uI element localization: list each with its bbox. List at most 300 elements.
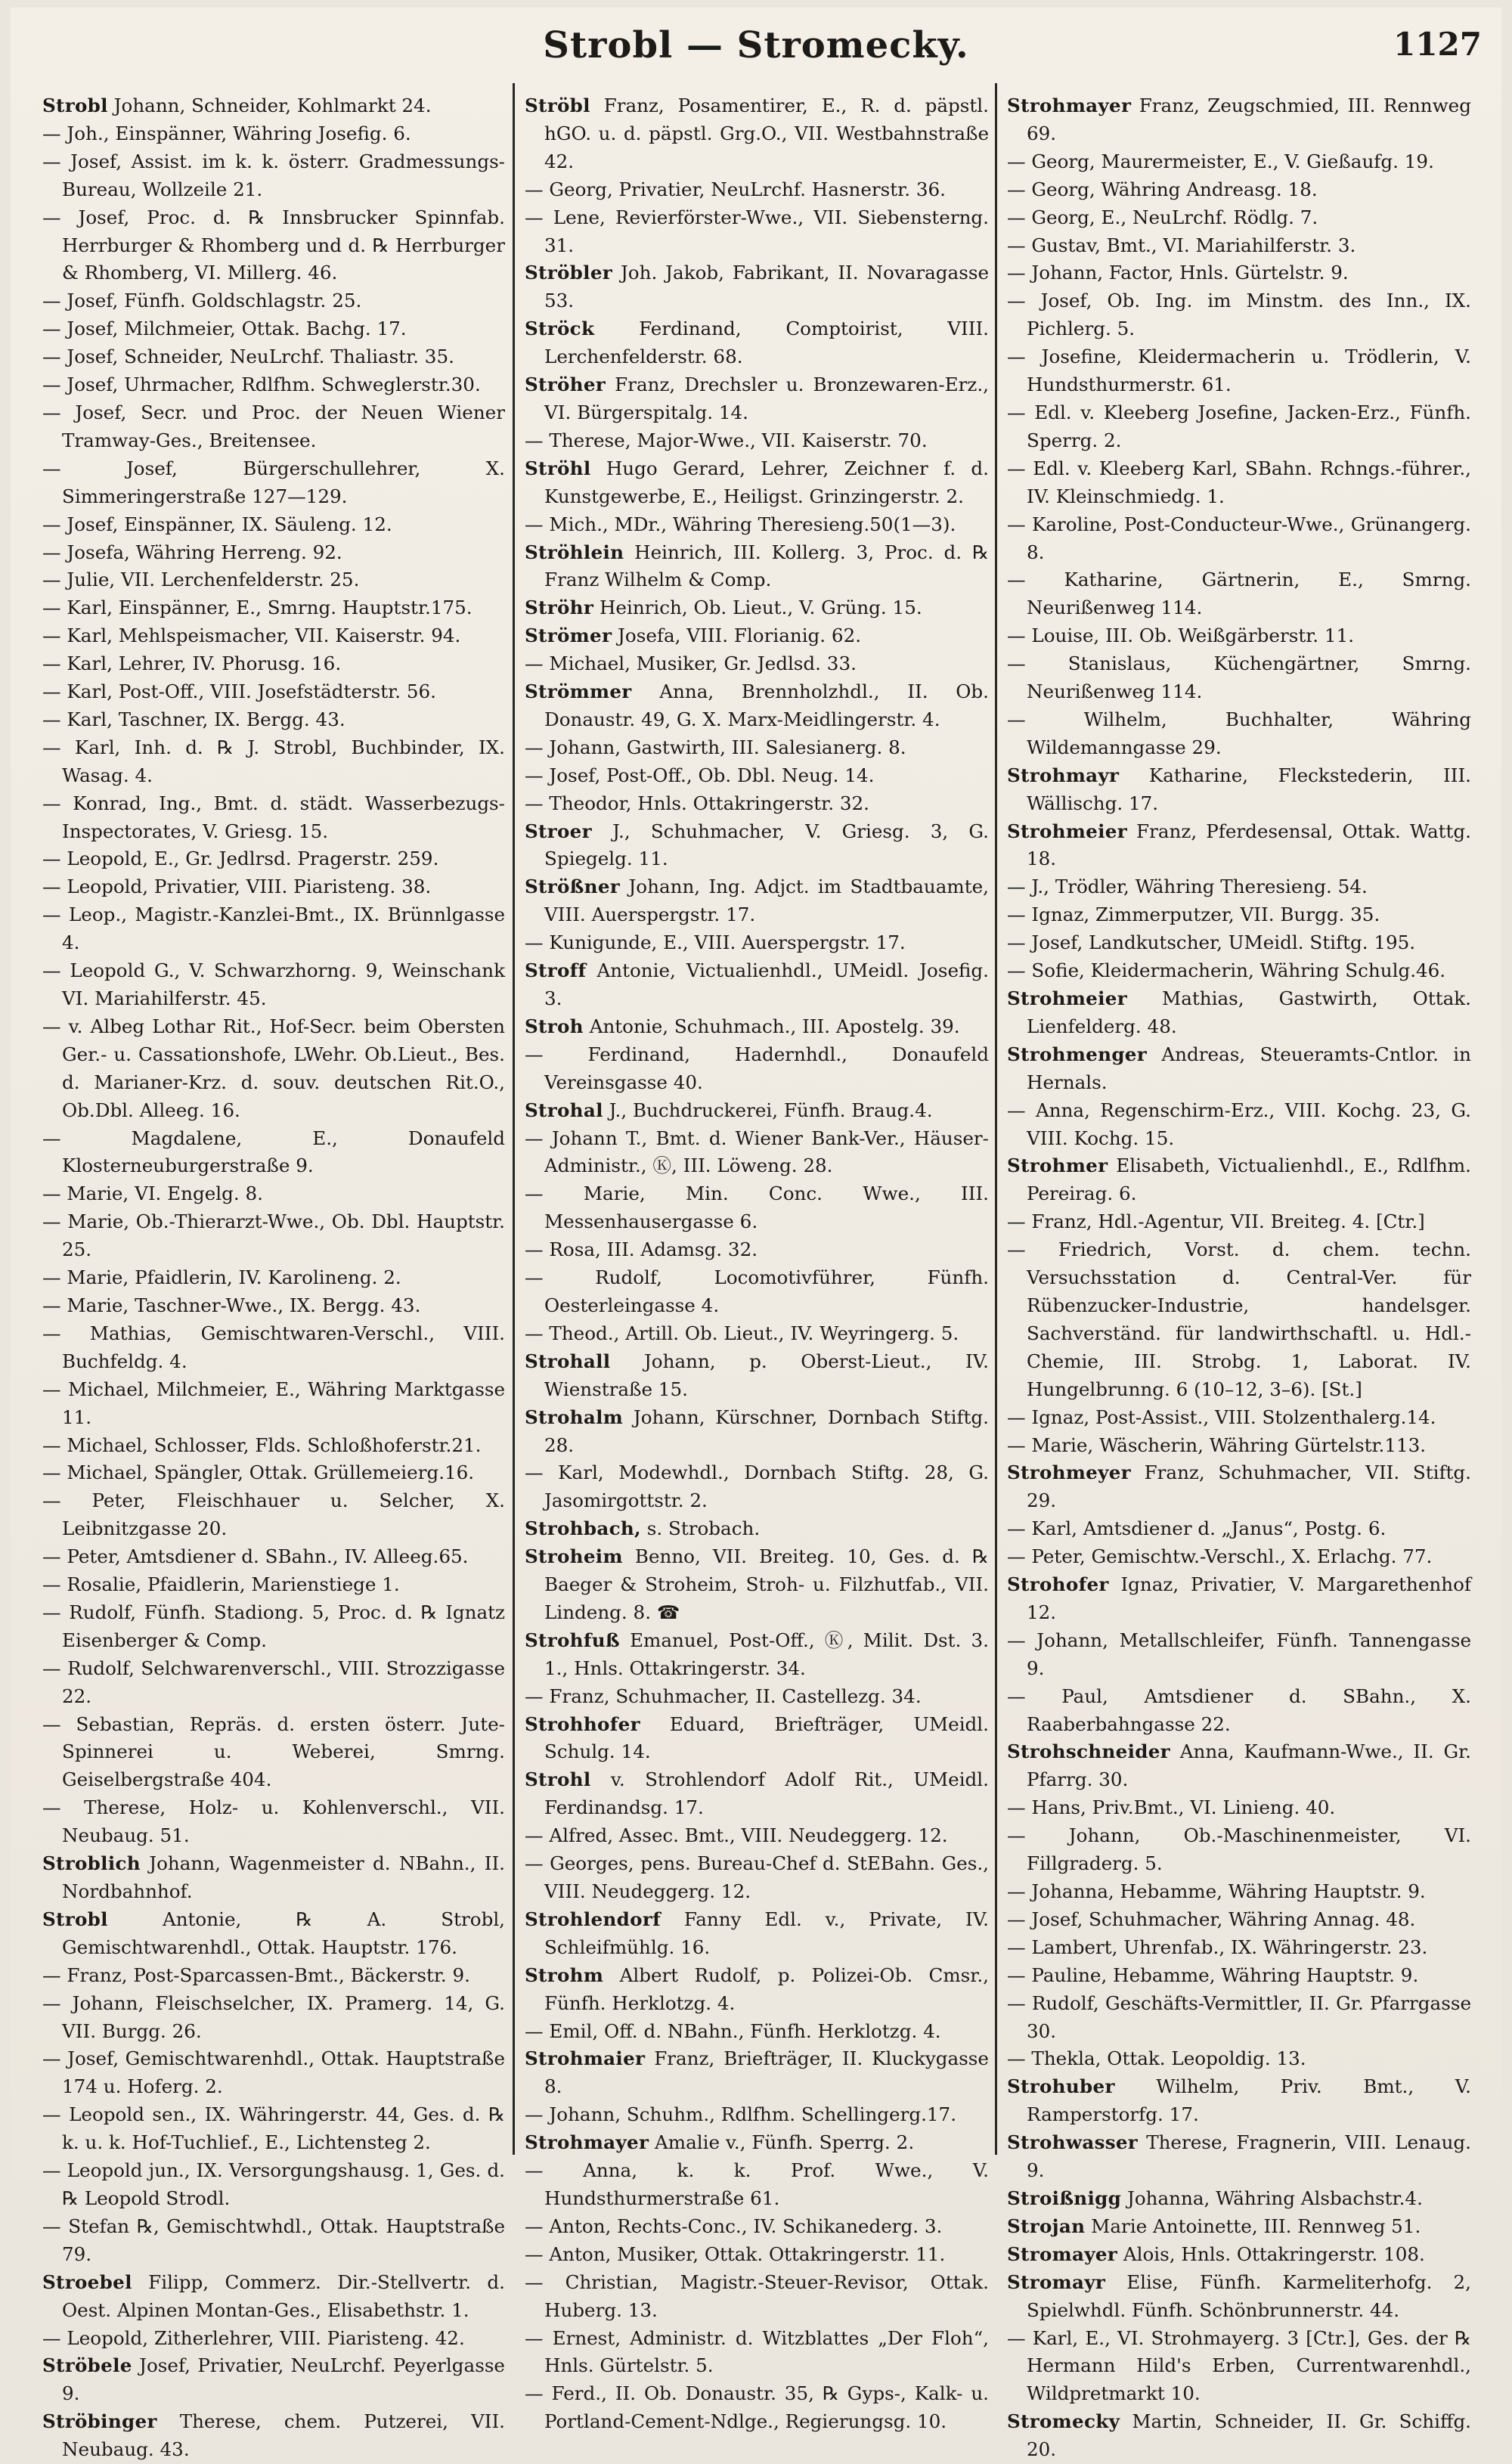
directory-entry — [1007, 650, 1471, 706]
entry-details: — Therese, Major-Wwe., VII. Kaiserstr. 70. — [525, 429, 928, 451]
column-2 — [525, 92, 989, 2433]
entry-details: — Julie, VII. Lerchenfelderstr. 25. — [42, 569, 360, 591]
entry-details: — Leopold G., V. Schwarzhorng. 9, Weinschank VI. Mariahilferstr. 45. — [42, 959, 505, 1009]
directory-entry — [42, 204, 505, 288]
directory-entry — [525, 204, 989, 260]
column-divider — [995, 83, 997, 2155]
directory-entry — [42, 1125, 505, 1181]
entry-details: — Georg, Privatier, NeuLrchf. Hasnerstr. 36. — [525, 178, 946, 200]
entry-surname: Strohhofer — [525, 1712, 640, 1735]
entry-surname: Strohmayer — [1007, 95, 1132, 116]
entry-details: — Sofie, Kleidermacherin, Währing Schulg.46. — [1007, 959, 1446, 982]
entry-details: — Alfred, Assec. Bmt., VIII. Neudeggerg. 12. — [525, 1824, 948, 1847]
entry-details: — Wilhelm, Buchhalter, Währing Wildemanngasse 29. — [1007, 708, 1471, 758]
directory-entry — [1007, 1990, 1471, 2046]
entry-surname: Strohuber — [1007, 2075, 1115, 2098]
directory-entry — [1007, 1236, 1471, 1403]
directory-entry — [525, 315, 989, 371]
directory-entry — [1007, 1041, 1471, 1097]
directory-entry — [42, 2157, 505, 2213]
directory-entry — [525, 1404, 989, 1460]
entry-surname: Stromecky — [1007, 2410, 1120, 2433]
directory-entry — [1007, 1683, 1471, 1739]
entry-details: Franz, Pferdesensal, Ottak. Wattg. 18. — [1027, 820, 1471, 870]
directory-entry — [1007, 2269, 1471, 2325]
entry-details: — Stanislaus, Küchengärtner, Smrng. Neurißenweg 114. — [1007, 652, 1471, 703]
entry-details: — Mich., MDr., Währing Theresieng.50(1—3). — [525, 513, 956, 535]
directory-entry — [42, 706, 505, 734]
directory-entry — [42, 511, 505, 539]
entry-details: — Karl, Modewhdl., Dornbach Stiftg. 28, G. Jasomirgottstr. 2. — [525, 1461, 989, 1512]
entry-surname: Stroblich — [42, 1852, 141, 1875]
entry-surname: Ströhr — [525, 597, 594, 619]
entry-surname: Strohmeier — [1007, 820, 1127, 842]
directory-entry — [1007, 2185, 1471, 2213]
directory-entry — [42, 1571, 505, 1599]
directory-entry — [525, 622, 989, 650]
entry-details: — Josef, Bürgerschullehrer, X. Simmeringerstraße 127—129. — [42, 457, 505, 507]
entry-surname: Strobl — [42, 1908, 108, 1930]
entry-details: — Magdalene, E., Donaufeld Klosterneuburgerstraße 9. — [42, 1127, 505, 1177]
entry-details: — Josef, Schuhmacher, Währing Annag. 48. — [1007, 1908, 1416, 1930]
directory-entry — [42, 2045, 505, 2101]
entry-surname: Strohm — [525, 1963, 604, 1986]
directory-entry — [1007, 343, 1471, 399]
entry-surname: Strohfuß — [525, 1629, 620, 1651]
directory-entry — [525, 1125, 989, 1181]
column-divider — [513, 83, 515, 2155]
entry-details: Mathias, Gastwirth, Ottak. Lienfelderg. 48. — [1027, 987, 1471, 1037]
entry-details: — Joh., Einspänner, Währing Josefig. 6. — [42, 122, 411, 144]
directory-entry — [42, 2408, 505, 2464]
directory-entry — [1007, 622, 1471, 650]
entry-details: — Marie, Ob.-Thierarzt-Wwe., Ob. Dbl. Hauptstr. 25. — [42, 1210, 505, 1261]
directory-entry — [1007, 1962, 1471, 1990]
entry-details: — Josef, Einspänner, IX. Säuleng. 12. — [42, 513, 392, 535]
directory-entry — [42, 845, 505, 873]
directory-entry — [42, 455, 505, 511]
entry-details: Franz, Zeugschmied, III. Rennweg 69. — [1027, 95, 1471, 144]
entry-details: — Josef, Secr. und Proc. der Neuen Wiener Tramway-Ges., Breitensee. — [42, 401, 505, 451]
directory-entry — [525, 1683, 989, 1711]
entry-surname: Strohschneider — [1007, 1740, 1170, 1763]
directory-entry — [525, 1543, 989, 1627]
directory-entry — [1007, 1097, 1471, 1153]
entry-details: — Johann, Gastwirth, III. Salesianerg. 8. — [525, 736, 906, 758]
entry-details: — Johann, Factor, Hnls. Gürtelstr. 9. — [1007, 262, 1349, 284]
entry-details: Joh. Jakob, Fabrikant, II. Novaragasse 53. — [544, 262, 989, 312]
directory-entry — [42, 371, 505, 399]
directory-entry — [525, 1236, 989, 1264]
entry-details: — Sebastian, Repräs. d. ersten österr. Jute-Spinnerei u. Weberei, Smrng. Geiselbergstraße 404. — [42, 1712, 505, 1791]
directory-entry — [1007, 2129, 1471, 2185]
directory-entry — [42, 1432, 505, 1460]
entry-details: — Josef, Uhrmacher, Rdlfhm. Schweglerstr.30. — [42, 373, 481, 396]
entry-details: — Ferd., II. Ob. Donaustr. 35, ℞ Gyps-, Kalk- u. Portland-Cement-Ndlge., Regierungsg. 10. — [525, 2382, 989, 2433]
directory-entry — [1007, 818, 1471, 874]
directory-entry — [42, 1962, 505, 1990]
directory-entry — [525, 1459, 989, 1515]
entry-details: — Therese, Holz- u. Kohlenverschl., VII. Neubaug. 51. — [42, 1796, 505, 1847]
entry-details: — Michael, Milchmeier, E., Währing Marktgasse 11. — [42, 1378, 505, 1428]
entry-details: Heinrich, Ob. Lieut., V. Grüng. 15. — [599, 597, 922, 619]
entry-details: — Franz, Schuhmacher, II. Castellezg. 34. — [525, 1685, 922, 1707]
directory-entry — [525, 2157, 989, 2213]
directory-entry — [525, 1766, 989, 1822]
directory-entry — [525, 2325, 989, 2381]
entry-details: — Stefan ℞, Gemischtwhdl., Ottak. Hauptstraße 79. — [42, 2215, 505, 2265]
directory-entry — [42, 148, 505, 204]
directory-entry — [1007, 2325, 1471, 2409]
directory-entry — [525, 2101, 989, 2129]
directory-entry — [42, 1711, 505, 1795]
entry-details: Elise, Fünfh. Karmeliterhofg. 2, Spielwhdl. Fünfh. Schönbrunnerstr. 44. — [1027, 2270, 1471, 2321]
entry-details: — Johanna, Hebamme, Währing Hauptstr. 9. — [1007, 1880, 1426, 1902]
entry-details: — Rosalie, Pfaidlerin, Marienstiege 1. — [42, 1573, 400, 1596]
directory-entry — [525, 818, 989, 874]
entry-surname: Stromayr — [1007, 2270, 1106, 2293]
entry-details: — Marie, Pfaidlerin, IV. Karolineng. 2. — [42, 1266, 401, 1289]
entry-surname: Ströbinger — [42, 2410, 157, 2433]
entry-details: — Lene, Revierförster-Wwe., VII. Siebensterng. 31. — [525, 206, 989, 256]
entry-details: — Josef, Gemischtwarenhdl., Ottak. Hauptstraße 174 u. Hoferg. 2. — [42, 2047, 505, 2098]
directory-entry — [42, 650, 505, 678]
directory-entry — [525, 1180, 989, 1236]
directory-entry — [1007, 1404, 1471, 1432]
directory-entry — [42, 539, 505, 567]
directory-entry — [42, 873, 505, 901]
entry-surname: Strohmayer — [525, 2131, 649, 2154]
directory-entry — [42, 287, 505, 315]
entry-details: — Josefa, Währing Herreng. 92. — [42, 541, 342, 563]
entry-details: — Johann, Metallschleifer, Fünfh. Tannengasse 9. — [1007, 1629, 1471, 1679]
directory-entry — [1007, 873, 1471, 901]
directory-entry — [525, 594, 989, 622]
directory-entry — [525, 1711, 989, 1767]
entry-details: — Josef, Assist. im k. k. österr. Gradmessungs-Bureau, Wollzeile 21. — [42, 150, 505, 200]
entry-surname: Stroheim — [525, 1545, 623, 1568]
entry-details: — Georges, pens. Bureau-Chef d. StEBahn. Ges., VIII. Neudeggerg. 12. — [525, 1852, 989, 1902]
directory-entry — [1007, 2241, 1471, 2269]
directory-entry — [42, 594, 505, 622]
entry-details: — Josef, Ob. Ing. im Minstm. des Inn., IX. Pichlerg. 5. — [1007, 290, 1471, 340]
entry-details: Josef, Privatier, NeuLrchf. Peyerlgasse 9. — [62, 2354, 505, 2405]
directory-entry — [525, 2380, 989, 2436]
entry-surname: Ströher — [525, 373, 606, 396]
directory-entry — [1007, 1515, 1471, 1543]
entry-details: — Hans, Priv.Bmt., VI. Linieng. 40. — [1007, 1796, 1336, 1819]
entry-details: Antonie, Victualienhdl., UMeidl. Josefig. 3. — [544, 959, 989, 1009]
entry-details: Johann, Schneider, Kohlmarkt 24. — [113, 95, 432, 116]
directory-entry — [42, 1794, 505, 1850]
directory-entry — [42, 1292, 505, 1320]
entry-details: Antonie, ℞ A. Strobl, Gemischtwarenhdl., Ottak. Hauptstr. 176. — [62, 1908, 505, 1958]
directory-entry — [1007, 287, 1471, 343]
entry-details: — v. Albeg Lothar Rit., Hof-Secr. beim Obersten Ger.- u. Cassationshofe, LWehr. Ob.Lieut., Bes. d. Marianer-Krz. d. souv. deutschen Rit.O., Ob.Dbl. Alleeg. 16. — [42, 1015, 505, 1121]
directory-entry — [42, 901, 505, 957]
directory-entry — [525, 1962, 989, 2018]
entry-details: Fanny Edl. v., Private, IV. Schleifmühlg. 16. — [544, 1908, 989, 1958]
directory-entry — [42, 1320, 505, 1376]
entry-surname: Strohwasser — [1007, 2131, 1139, 2154]
directory-entry — [525, 678, 989, 734]
page-title: Strobl — Stromecky. — [543, 24, 969, 67]
entry-details: — Rosa, III. Adamsg. 32. — [525, 1238, 758, 1261]
directory-entry — [525, 1041, 989, 1097]
entry-details: — Karl, Amtsdiener d. „Janus“, Postg. 6. — [1007, 1517, 1387, 1540]
entry-details: — Michael, Musiker, Gr. Jedlsd. 33. — [525, 652, 857, 675]
entry-details: — Friedrich, Vorst. d. chem. techn. Versuchsstation d. Central-Ver. für Rübenzucker-Industrie, handelsger. Sachverständ. für landwirthschaftl. u. Hdl.-Chemie, III. Strobg. 1, Laborat. IV. Hungelbrunng. 6 (10–12, 3–6). [St.] — [1007, 1238, 1471, 1400]
directory-entry — [1007, 985, 1471, 1041]
directory-entry — [42, 399, 505, 455]
directory-entry — [42, 1376, 505, 1432]
entry-surname: Strohl — [525, 1768, 591, 1791]
entry-details: — Karl, Taschner, IX. Bergg. 43. — [42, 708, 345, 730]
directory-entry — [525, 1822, 989, 1850]
entry-details: — J., Trödler, Währing Theresieng. 54. — [1007, 876, 1368, 898]
entry-details: Elisabeth, Victualienhdl., E., Rdlfhm. Pereirag. 6. — [1027, 1155, 1471, 1205]
directory-entry — [1007, 232, 1471, 260]
directory-entry — [525, 176, 989, 204]
entry-details: Emanuel, Post-Off., Ⓚ, Milit. Dst. 3. 1., Hnls. Ottakringerstr. 34. — [544, 1629, 989, 1679]
directory-entry — [42, 1180, 505, 1208]
directory-entry — [1007, 2045, 1471, 2073]
entry-surname: Stroer — [525, 820, 592, 842]
entry-details: — Johann, Schuhm., Rdlfhm. Schellingerg.17. — [525, 2103, 957, 2126]
entry-details: — Karl, Inh. d. ℞ J. Strobl, Buchbinder, IX. Wasag. 4. — [42, 736, 505, 786]
directory-entry — [42, 92, 505, 120]
directory-entry — [1007, 901, 1471, 929]
directory-entry — [525, 1264, 989, 1320]
directory-entry — [42, 2101, 505, 2157]
entry-details: — Ignaz, Post-Assist., VIII. Stolzenthalerg.14. — [1007, 1406, 1436, 1428]
entry-details: — Franz, Hdl.-Agentur, VII. Breiteg. 4. [Ctr.] — [1007, 1210, 1425, 1233]
entry-details: — Kunigunde, E., VIII. Auerspergstr. 17. — [525, 931, 906, 954]
entry-details: — Josef, Post-Off., Ob. Dbl. Neug. 14. — [525, 764, 875, 786]
entry-details: — Georg, E., NeuLrchf. Rödlg. 7. — [1007, 206, 1318, 228]
entry-details: — Leopold, Privatier, VIII. Piaristeng. 38. — [42, 876, 432, 898]
directory-entry — [525, 1906, 989, 1962]
directory-entry — [525, 734, 989, 762]
entry-details: — Konrad, Ing., Bmt. d. städt. Wasserbezugs-Inspectorates, V. Griesg. 15. — [42, 792, 505, 842]
entry-details: s. Strobach. — [646, 1517, 761, 1540]
entry-details: — Paul, Amtsdiener d. SBahn., X. Raaberbahngasse 22. — [1007, 1685, 1471, 1735]
entry-details: — Peter, Fleischhauer u. Selcher, X. Leibnitzgasse 20. — [42, 1489, 505, 1540]
directory-entry — [42, 1264, 505, 1292]
entry-details: — Rudolf, Selchwarenverschl., VIII. Strozzigasse 22. — [42, 1657, 505, 1707]
entry-surname: Ströhl — [525, 457, 591, 479]
entry-details: Albert Rudolf, p. Polizei-Ob. Cmsr., Fünfh. Herklotzg. 4. — [544, 1963, 989, 2014]
entry-details: — Ernest, Administr. d. Witzblattes „Der Floh“, Hnls. Gürtelstr. 5. — [525, 2326, 989, 2377]
entry-details: Alois, Hnls. Ottakringerstr. 108. — [1123, 2242, 1425, 2265]
entry-details: Ignaz, Privatier, V. Margarethenhof 12. — [1027, 1573, 1471, 1623]
entry-surname: Strößner — [525, 876, 621, 898]
directory-entry — [42, 566, 505, 594]
entry-details: — Josef, Proc. d. ℞ Innsbrucker Spinnfab. Herrburger & Rhomberg und d. ℞ Herrburger & Rhomberg, VI. Millerg. 46. — [42, 206, 505, 284]
entry-details: — Leopold sen., IX. Währingerstr. 44, Ges. d. ℞ k. u. k. Hof-Tuchlief., E., Lichtensteg 2. — [42, 2103, 505, 2154]
entry-details: Franz, Posamentirer, E., R. d. päpstl. hGO. u. d. päpstl. Grg.O., VII. Westbahnstraße 42. — [544, 95, 989, 172]
entry-details: — Leopold, E., Gr. Jedlrsd. Pragerstr. 259. — [42, 848, 439, 870]
entry-details: Amalie v., Fünfh. Sperrg. 2. — [655, 2131, 915, 2154]
entry-surname: Strohmayr — [1007, 764, 1120, 786]
directory-entry — [1007, 92, 1471, 148]
entry-details: — Marie, Min. Conc. Wwe., III. Messenhausergasse 6. — [525, 1182, 989, 1233]
directory-entry — [42, 1487, 505, 1543]
directory-entry — [1007, 762, 1471, 818]
directory-entry — [1007, 566, 1471, 622]
entry-details: — Franz, Post-Sparcassen-Bmt., Bäckerstr. 9. — [42, 1963, 471, 1986]
directory-entry — [42, 1906, 505, 1962]
entry-details: v. Strohlendorf Adolf Rit., UMeidl. Ferdinandsg. 17. — [544, 1768, 989, 1819]
entry-surname: Strohmeier — [1007, 987, 1127, 1009]
entry-details: — Karl, E., VI. Strohmayerg. 3 [Ctr.], Ges. der ℞ Hermann Hild's Erben, Currentwarenhdl., Wildpretmarkt 10. — [1007, 2326, 1471, 2405]
directory-entry — [525, 511, 989, 539]
entry-surname: Ströck — [525, 318, 595, 340]
entry-details: J., Buchdruckerei, Fünfh. Braug.4. — [609, 1099, 933, 1121]
entry-details: — Gustav, Bmt., VI. Mariahilferstr. 3. — [1007, 234, 1356, 256]
entry-details: Heinrich, III. Kollerg. 3, Proc. d. ℞ Franz Wilhelm & Comp. — [544, 541, 989, 591]
directory-entry — [525, 259, 989, 315]
entry-details: — Anna, Regenschirm-Erz., VIII. Kochg. 23, G. VIII. Kochg. 15. — [1007, 1099, 1471, 1149]
page-header — [11, 21, 1501, 74]
directory-entry — [1007, 1208, 1471, 1236]
directory-entry — [42, 1599, 505, 1655]
directory-entry — [1007, 455, 1471, 511]
entry-surname: Strömer — [525, 625, 612, 647]
directory-entry — [525, 650, 989, 678]
directory-entry — [525, 1097, 989, 1125]
directory-entry — [525, 873, 989, 929]
entry-surname: Stroh — [525, 1015, 584, 1037]
directory-entry — [42, 1013, 505, 1125]
directory-entry — [1007, 176, 1471, 204]
directory-entry — [42, 1208, 505, 1264]
directory-entry — [42, 678, 505, 706]
directory-entry — [525, 2129, 989, 2157]
entry-details: — Marie, Taschner-Wwe., IX. Bergg. 43. — [42, 1294, 421, 1316]
entry-details: — Karl, Einspänner, E., Smrng. Hauptstr.175. — [42, 597, 472, 619]
entry-details: — Rudolf, Locomotivführer, Fünfh. Oesterleingasse 4. — [525, 1266, 989, 1316]
entry-surname: Strohalm — [525, 1406, 624, 1428]
directory-entry — [1007, 929, 1471, 957]
entry-details: Ferdinand, Comptoirist, VIII. Lerchenfelderstr. 68. — [544, 318, 989, 368]
entry-details: — Mathias, Gemischtwaren-Verschl., VIII. Buchfeldg. 4. — [42, 1322, 505, 1372]
entry-details: Marie Antoinette, III. Rennweg 51. — [1091, 2215, 1421, 2237]
entry-details: Therese, chem. Putzerei, VII. Neubaug. 43. — [62, 2410, 505, 2461]
entry-details: Franz, Briefträger, II. Kluckygasse 8. — [544, 2047, 989, 2098]
directory-entry — [42, 343, 505, 371]
entry-details: — Josefine, Kleidermacherin u. Trödlerin, V. Hundsthurmerstr. 61. — [1007, 346, 1471, 396]
directory-entry — [42, 734, 505, 790]
entry-surname: Strojan — [1007, 2215, 1086, 2237]
directory-page — [11, 8, 1501, 2461]
entry-details: Antonie, Schuhmach., III. Apostelg. 39. — [589, 1015, 960, 1037]
directory-entry — [1007, 511, 1471, 567]
entry-surname: Stromayer — [1007, 2242, 1118, 2265]
directory-entry — [1007, 1543, 1471, 1571]
directory-entry — [42, 1655, 505, 1711]
directory-entry — [42, 1990, 505, 2046]
entry-details: — Karl, Post-Off., VIII. Josefstädterstr. 56. — [42, 680, 436, 703]
entry-details: Anna, Kaufmann-Wwe., II. Gr. Pfarrg. 30. — [1027, 1740, 1471, 1791]
entry-surname: Ströbler — [525, 262, 613, 284]
entry-details: — Ignaz, Zimmerputzer, VII. Burgg. 35. — [1007, 903, 1380, 926]
directory-entry — [525, 1850, 989, 1906]
directory-entry — [1007, 1906, 1471, 1934]
entry-details: — Rudolf, Geschäfts-Vermittler, II. Gr. Pfarrgasse 30. — [1007, 1991, 1471, 2042]
directory-entry — [525, 1627, 989, 1683]
directory-entry — [525, 1515, 989, 1543]
directory-entry — [525, 2045, 989, 2101]
directory-entry — [42, 120, 505, 148]
entry-details: — Thekla, Ottak. Leopoldig. 13. — [1007, 2047, 1306, 2070]
entry-details: — Peter, Amtsdiener d. SBahn., IV. Alleeg.65. — [42, 1545, 469, 1568]
column-1 — [42, 92, 505, 2461]
entry-surname: Stroff — [525, 959, 587, 982]
entry-details: — Josef, Fünfh. Goldschlagstr. 25. — [42, 290, 362, 312]
directory-entry — [525, 539, 989, 595]
entry-details: Martin, Schneider, II. Gr. Schiffg. 20. — [1027, 2410, 1472, 2461]
entry-details: Josefa, VIII. Florianig. 62. — [618, 625, 862, 647]
entry-details: Benno, VII. Breiteg. 10, Ges. d. ℞ Baeger & Stroheim, Stroh- u. Filzhutfab., VII. Lindeng. 8. ☎ — [544, 1545, 989, 1623]
directory-entry — [42, 1543, 505, 1571]
directory-entry — [42, 1459, 505, 1487]
column-3 — [1007, 92, 1472, 2461]
directory-entry — [1007, 1934, 1471, 1962]
entry-details: J., Schuhmacher, V. Griesg. 3, G. Spiegelg. 11. — [544, 820, 989, 870]
entry-details: — Christian, Magistr.-Steuer-Revisor, Ottak. Huberg. 13. — [525, 2270, 989, 2321]
directory-entry — [1007, 706, 1471, 762]
entry-details: Franz, Schuhmacher, VII. Stiftg. 29. — [1027, 1461, 1471, 1512]
directory-entry — [525, 1013, 989, 1041]
directory-entry — [1007, 957, 1471, 985]
entry-details: — Marie, VI. Engelg. 8. — [42, 1182, 263, 1205]
entry-details: — Edl. v. Kleeberg Karl, SBahn. Rchngs.-führer., IV. Kleinschmiedg. 1. — [1007, 457, 1471, 507]
directory-entry — [1007, 259, 1471, 287]
entry-details: Therese, Fragnerin, VIII. Lenaug. 9. — [1027, 2131, 1471, 2182]
directory-entry — [1007, 1794, 1471, 1822]
entry-details: — Ferdinand, Hadernhdl., Donaufeld Vereinsgasse 40. — [525, 1043, 989, 1093]
entry-details: Katharine, Fleckstederin, III. Wällischg. 17. — [1027, 764, 1471, 814]
entry-surname: Strohmenger — [1007, 1043, 1148, 1065]
directory-entry — [42, 957, 505, 1013]
directory-entry — [1007, 1738, 1471, 1794]
directory-entry — [1007, 399, 1471, 455]
entry-details: — Karoline, Post-Conducteur-Wwe., Grünangerg. 8. — [1007, 513, 1471, 563]
directory-entry — [1007, 2213, 1471, 2241]
entry-details: Johann, Kürschner, Dornbach Stiftg. 28. — [544, 1406, 989, 1456]
entry-details: — Anton, Musiker, Ottak. Ottakringerstr. 11. — [525, 2242, 946, 2265]
directory-entry — [1007, 148, 1471, 176]
directory-entry — [42, 790, 505, 846]
directory-entry — [1007, 2073, 1471, 2129]
entry-details: — Johann, Fleischselcher, IX. Pramerg. 14, G. VII. Burgg. 26. — [42, 1991, 505, 2042]
page-number: 1127 — [1393, 26, 1482, 63]
directory-entry — [525, 1348, 989, 1404]
entry-details: — Leopold, Zitherlehrer, VIII. Piaristeng. 42. — [42, 2326, 465, 2349]
entry-details: Andreas, Steueramts-Cntlor. in Hernals. — [1027, 1043, 1471, 1093]
entry-surname: Strohmaier — [525, 2047, 646, 2070]
entry-surname: Strohall — [525, 1350, 611, 1372]
entry-details: Filipp, Commerz. Dir.-Stellvertr. d. Oest. Alpinen Montan-Ges., Elisabethstr. 1. — [62, 2270, 505, 2321]
entry-details: — Georg, Währing Andreasg. 18. — [1007, 178, 1318, 200]
directory-entry — [1007, 1459, 1471, 1515]
entry-details: — Theodor, Hnls. Ottakringerstr. 32. — [525, 792, 869, 814]
entry-details: — Johann, Ob.-Maschinenmeister, VI. Fillgraderg. 5. — [1007, 1824, 1471, 1875]
directory-entry — [1007, 1878, 1471, 1906]
entry-details: Hugo Gerard, Lehrer, Zeichner f. d. Kunstgewerbe, E., Heiligst. Grinzingerstr. 2. — [544, 457, 989, 507]
entry-details: — Michael, Spängler, Ottak. Grüllemeierg.16. — [42, 1461, 475, 1484]
